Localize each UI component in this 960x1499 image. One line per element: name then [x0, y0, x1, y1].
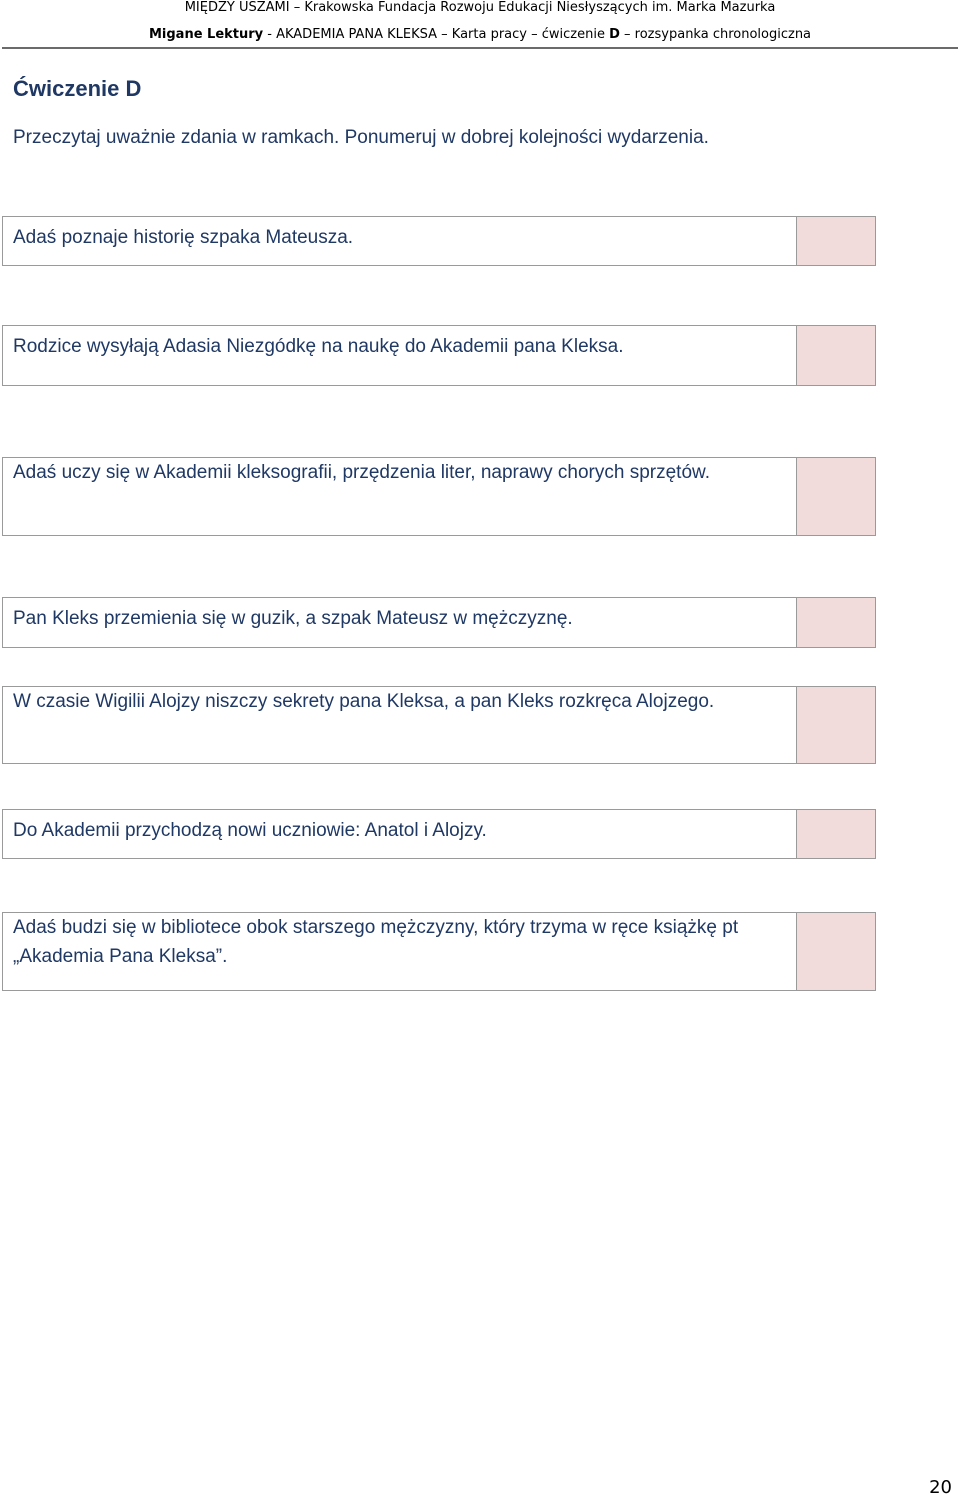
order-number-box[interactable] — [796, 217, 875, 265]
task-row-2 — [2, 325, 876, 386]
order-number-box[interactable] — [796, 810, 875, 858]
order-number-box[interactable] — [796, 913, 875, 990]
task-row-1 — [2, 216, 876, 266]
header-divider — [2, 47, 958, 49]
task-row-3 — [2, 457, 876, 536]
header-worksheet — [0, 27, 960, 43]
task-text: Adaś poznaje historię szpaka Mateusza. — [13, 227, 354, 248]
header-exercise-letter: D — [609, 27, 620, 42]
order-number-box[interactable] — [796, 598, 875, 647]
order-number-box[interactable] — [796, 326, 875, 385]
task-row-6 — [2, 809, 876, 859]
task-text: W czasie Wigilii Alojzy niszczy sekrety pana Kleksa, a pan Kleks rozkręca Alojzego. — [13, 691, 715, 712]
exercise-instruction: Przeczytaj uważnie zdania w ramkach. Ponumeruj w dobrej kolejności wydarzenia. — [13, 127, 709, 148]
header-worksheet-title: - AKADEMIA PANA KLEKSA – Karta pracy – ćwiczenie — [263, 27, 610, 42]
task-row-7 — [2, 912, 876, 991]
task-text: Pan Kleks przemienia się w guzik, a szpak Mateusz w mężczyznę. — [13, 608, 573, 629]
order-number-box[interactable] — [796, 687, 875, 763]
order-number-box[interactable] — [796, 458, 875, 535]
exercise-title: Ćwiczenie D — [13, 76, 142, 101]
header-foundation: MIĘDZY USZAMI – Krakowska Fundacja Rozwoju Edukacji Niesłyszących im. Marka Mazurka — [184, 0, 776, 15]
task-text: Rodzice wysyłają Adasia Niezgódkę na naukę do Akademii pana Kleksa. — [13, 336, 624, 357]
header-series-name: Migane Lektury — [148, 27, 264, 42]
page-number: 20 — [929, 1477, 952, 1498]
header-exercise-type: – rozsypanka chronologiczna — [619, 27, 812, 42]
task-text: Adaś budzi się w bibliotece obok starszego mężczyzny, który trzyma w ręce książkę pt „Akademia Pana Kleksa”. — [13, 917, 739, 967]
task-text: Do Akademii przychodzą nowi uczniowie: Anatol i Alojzy. — [13, 820, 487, 841]
task-row-5 — [2, 686, 876, 764]
task-row-4 — [2, 597, 876, 648]
task-text: Adaś uczy się w Akademii kleksografii, przędzenia liter, naprawy chorych sprzętów. — [13, 462, 710, 483]
